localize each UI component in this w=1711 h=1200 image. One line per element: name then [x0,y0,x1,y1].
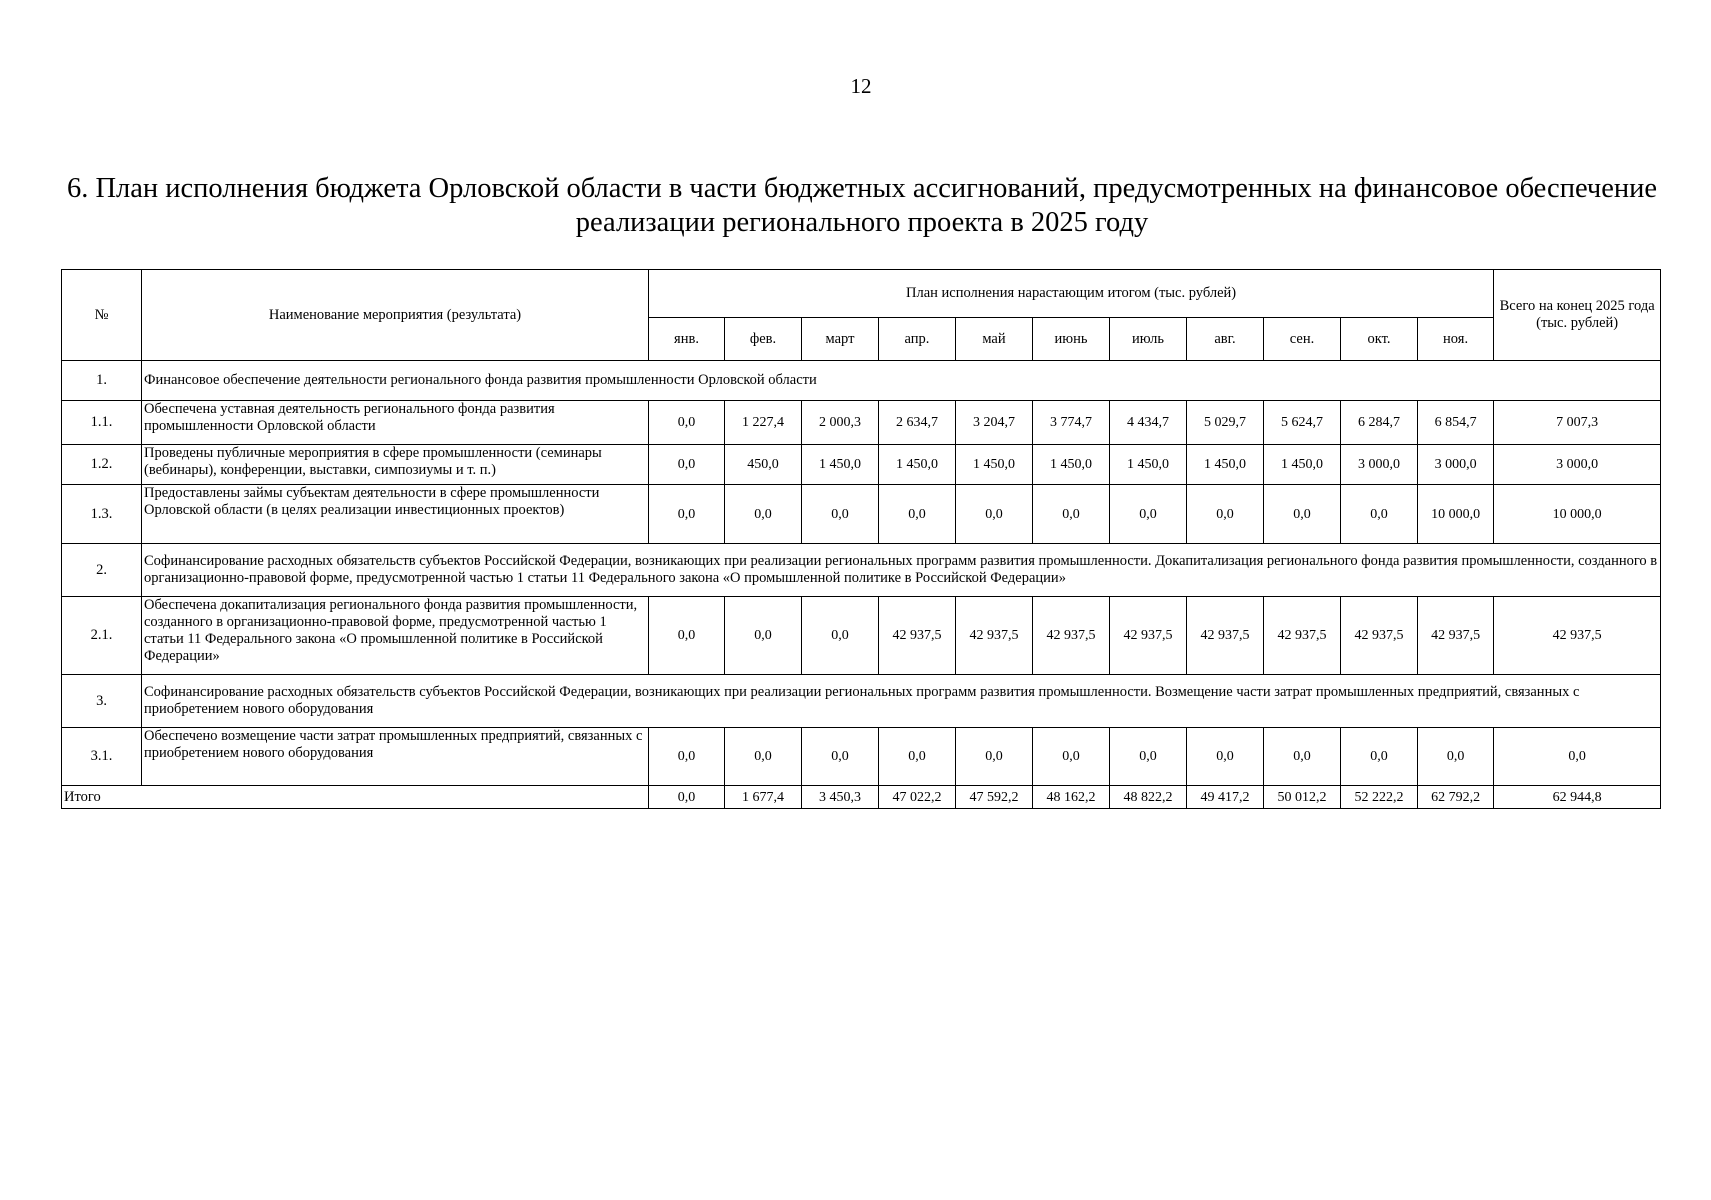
total-month-value: 49 417,2 [1187,786,1264,809]
year-total-value: 42 937,5 [1494,597,1661,675]
total-month-value: 52 222,2 [1341,786,1418,809]
row-number: 3. [62,675,142,728]
header-month: апр. [879,318,956,361]
total-month-value: 48 822,2 [1110,786,1187,809]
row-number: 1.3. [62,485,142,544]
month-value: 42 937,5 [1264,597,1341,675]
total-month-value: 50 012,2 [1264,786,1341,809]
month-value: 0,0 [725,597,802,675]
year-total-value: 10 000,0 [1494,485,1661,544]
total-month-value: 62 792,2 [1418,786,1494,809]
month-value: 10 000,0 [1418,485,1494,544]
table-row [62,728,1661,786]
total-row [62,786,1661,809]
month-value: 0,0 [1033,485,1110,544]
header-month: авг. [1187,318,1264,361]
month-value: 1 450,0 [1033,445,1110,485]
header-number: № [62,270,142,361]
month-value: 0,0 [956,728,1033,786]
activity-name: Обеспечено возмещение части затрат промышленных предприятий, связанных с приобретением нового оборудования [142,728,649,786]
month-value: 0,0 [802,728,879,786]
table-body [62,361,1661,809]
table-row [62,401,1661,445]
month-value: 0,0 [1110,728,1187,786]
row-number: 2.1. [62,597,142,675]
month-value: 0,0 [1033,728,1110,786]
section-row [62,675,1661,728]
month-value: 1 450,0 [956,445,1033,485]
activity-name: Проведены публичные мероприятия в сфере промышленности (семинары (вебинары), конференции, выставки, симпозиумы и т. п.) [142,445,649,485]
total-month-value: 3 450,3 [802,786,879,809]
row-number: 3.1. [62,728,142,786]
page-number: 12 [850,74,872,98]
month-value: 0,0 [1264,485,1341,544]
row-number: 1.1. [62,401,142,445]
month-value: 42 937,5 [879,597,956,675]
month-value: 450,0 [725,445,802,485]
header-name: Наименование мероприятия (результата) [142,270,649,361]
month-value: 5 624,7 [1264,401,1341,445]
grand-total-value: 62 944,8 [1494,786,1661,809]
month-value: 0,0 [879,485,956,544]
month-value: 0,0 [1187,728,1264,786]
section-title: Софинансирование расходных обязательств субъектов Российской Федерации, возникающих при реализации региональных программ развития промышленности. Возмещение части затрат промышленных предприятий, связанных с приобретением нового оборудования [142,675,1661,728]
section-row [62,544,1661,597]
header-month: янв. [649,318,725,361]
month-value: 6 854,7 [1418,401,1494,445]
month-value: 1 450,0 [879,445,956,485]
month-value: 0,0 [649,485,725,544]
month-value: 1 227,4 [725,401,802,445]
header-month: май [956,318,1033,361]
month-value: 5 029,7 [1187,401,1264,445]
month-value: 0,0 [649,597,725,675]
section-title: Финансовое обеспечение деятельности регионального фонда развития промышленности Орловской области [142,361,1661,401]
row-number: 1.2. [62,445,142,485]
month-value: 2 000,3 [802,401,879,445]
month-value: 3 000,0 [1341,445,1418,485]
month-value: 0,0 [649,401,725,445]
month-value: 0,0 [725,485,802,544]
table-header [62,270,1661,361]
total-month-value: 1 677,4 [725,786,802,809]
header-month: июнь [1033,318,1110,361]
total-month-value: 48 162,2 [1033,786,1110,809]
month-value: 42 937,5 [1033,597,1110,675]
month-value: 42 937,5 [1187,597,1264,675]
header-month: окт. [1341,318,1418,361]
header-month: сен. [1264,318,1341,361]
header-month: март [802,318,879,361]
month-value: 42 937,5 [1110,597,1187,675]
month-value: 0,0 [649,728,725,786]
month-value: 0,0 [1187,485,1264,544]
total-month-value: 47 592,2 [956,786,1033,809]
month-value: 6 284,7 [1341,401,1418,445]
month-value: 0,0 [1341,728,1418,786]
section-row [62,361,1661,401]
header-month: ноя. [1418,318,1494,361]
header-plan: План исполнения нарастающим итогом (тыс. рублей) [649,270,1494,318]
total-month-value: 0,0 [649,786,725,809]
month-value: 0,0 [1341,485,1418,544]
month-value: 1 450,0 [1264,445,1341,485]
budget-plan-table [61,269,1661,809]
month-value: 3 000,0 [1418,445,1494,485]
month-value: 42 937,5 [1418,597,1494,675]
month-value: 0,0 [1110,485,1187,544]
document-title: 6. План исполнения бюджета Орловской области в части бюджетных ассигнований, предусмотренных на финансовое обеспечение реализации регионального проекта в 2025 году [66,173,1658,238]
table-row [62,485,1661,544]
month-value: 0,0 [802,485,879,544]
month-value: 0,0 [649,445,725,485]
month-value: 0,0 [1418,728,1494,786]
month-value: 0,0 [956,485,1033,544]
month-value: 1 450,0 [1187,445,1264,485]
header-month: фев. [725,318,802,361]
header-month: июль [1110,318,1187,361]
row-number: 2. [62,544,142,597]
month-value: 3 774,7 [1033,401,1110,445]
month-value: 0,0 [1264,728,1341,786]
activity-name: Предоставлены займы субъектам деятельности в сфере промышленности Орловской области (в целях реализации инвестиционных проектов) [142,485,649,544]
table-row [62,445,1661,485]
month-value: 42 937,5 [1341,597,1418,675]
activity-name: Обеспечена докапитализация регионального фонда развития промышленности, созданного в организационно-правовой форме, предусмотренной частью 1 статьи 11 Федерального закона «О промышленной политике в Российской Федерации» [142,597,649,675]
year-total-value: 7 007,3 [1494,401,1661,445]
month-value: 0,0 [725,728,802,786]
year-total-value: 3 000,0 [1494,445,1661,485]
month-value: 0,0 [802,597,879,675]
year-total-value: 0,0 [1494,728,1661,786]
month-value: 42 937,5 [956,597,1033,675]
month-value: 1 450,0 [1110,445,1187,485]
month-value: 0,0 [879,728,956,786]
month-value: 3 204,7 [956,401,1033,445]
month-value: 4 434,7 [1110,401,1187,445]
header-total: Всего на конец 2025 года (тыс. рублей) [1494,270,1661,361]
month-value: 1 450,0 [802,445,879,485]
row-number: 1. [62,361,142,401]
table-row [62,597,1661,675]
section-title: Софинансирование расходных обязательств субъектов Российской Федерации, возникающих при реализации региональных программ развития промышленности. Докапитализация регионального фонда развития промышленности, созданного в организационно-правовой форме, предусмотренной частью 1 статьи 11 Федерального закона «О промышленной политике в Российской Федерации» [142,544,1661,597]
total-label: Итого [62,786,649,809]
total-month-value: 47 022,2 [879,786,956,809]
activity-name: Обеспечена уставная деятельность регионального фонда развития промышленности Орловской области [142,401,649,445]
month-value: 2 634,7 [879,401,956,445]
